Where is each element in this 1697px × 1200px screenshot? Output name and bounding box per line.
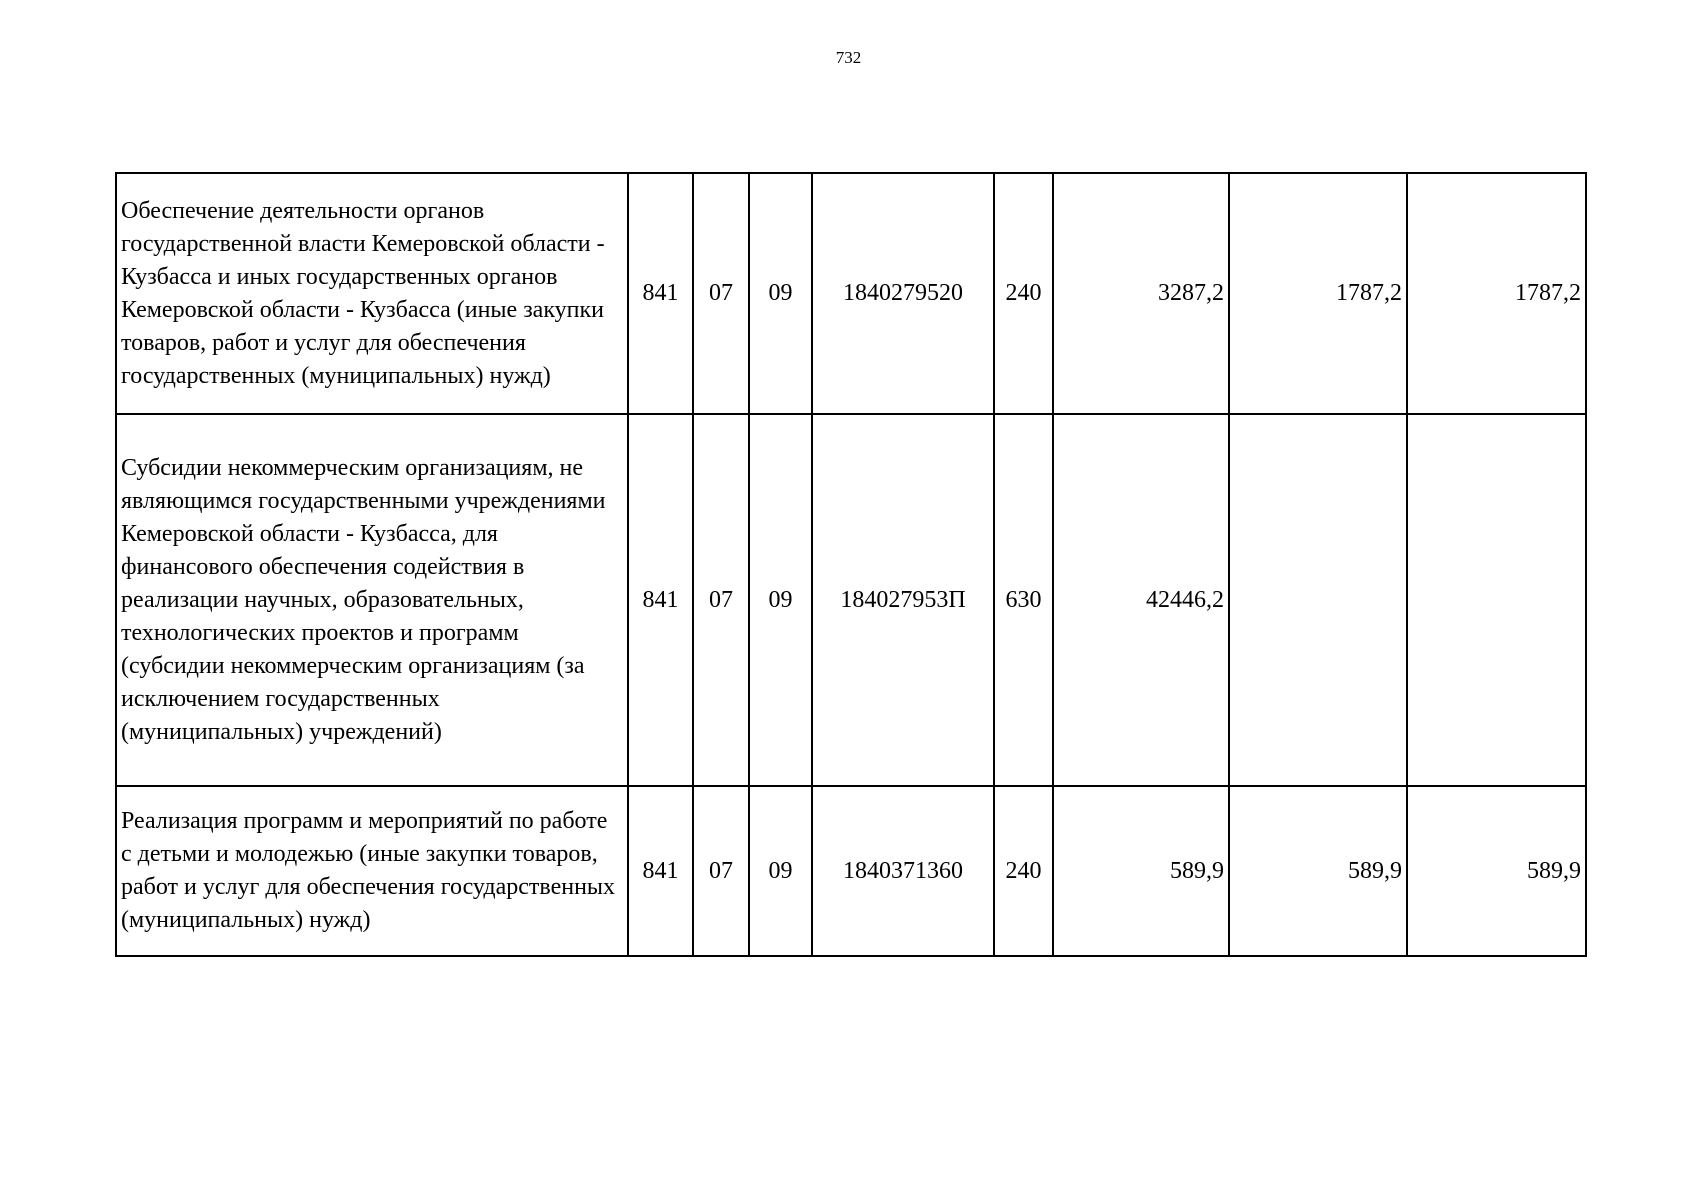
ministry-code: 841 — [628, 173, 693, 414]
budget-table — [115, 172, 1587, 957]
amount-year-2: 589,9 — [1229, 786, 1407, 956]
table-row — [116, 414, 1586, 786]
expense-type-code: 630 — [994, 414, 1053, 786]
amount-year-1: 3287,2 — [1053, 173, 1229, 414]
amount-year-1: 589,9 — [1053, 786, 1229, 956]
amount-year-3: 1787,2 — [1407, 173, 1586, 414]
section-code: 07 — [693, 414, 749, 786]
amount-year-1: 42446,2 — [1053, 414, 1229, 786]
amount-year-3 — [1407, 414, 1586, 786]
section-code: 07 — [693, 173, 749, 414]
subsection-code: 09 — [749, 786, 812, 956]
amount-year-2 — [1229, 414, 1407, 786]
row-description: Субсидии некоммерческим организациям, не являющимся государственными учреждениями Кемеровской области - Кузбасса, для финансового обеспечения содействия в реализации научных, образовательных, технологических проектов и программ (субсидии некоммерческим организациям (за исключением государственных (муниципальных) учреждений) — [116, 414, 628, 786]
table-row — [116, 173, 1586, 414]
amount-year-3: 589,9 — [1407, 786, 1586, 956]
expense-type-code: 240 — [994, 786, 1053, 956]
ministry-code: 841 — [628, 414, 693, 786]
table-row — [116, 786, 1586, 956]
section-code: 07 — [693, 786, 749, 956]
amount-year-2: 1787,2 — [1229, 173, 1407, 414]
expense-type-code: 240 — [994, 173, 1053, 414]
target-article-code: 1840279520 — [812, 173, 994, 414]
target-article-code: 184027953П — [812, 414, 994, 786]
subsection-code: 09 — [749, 173, 812, 414]
target-article-code: 1840371360 — [812, 786, 994, 956]
row-description: Реализация программ и мероприятий по работе с детьми и молодежью (иные закупки товаров, работ и услуг для обеспечения государственных (муниципальных) нужд) — [116, 786, 628, 956]
page-number: 732 — [835, 48, 862, 67]
row-description: Обеспечение деятельности органов государственной власти Кемеровской области - Кузбасса и иных государственных органов Кемеровской области - Кузбасса (иные закупки товаров, работ и услуг для обеспечения государственных (муниципальных) нужд) — [116, 173, 628, 414]
subsection-code: 09 — [749, 414, 812, 786]
ministry-code: 841 — [628, 786, 693, 956]
